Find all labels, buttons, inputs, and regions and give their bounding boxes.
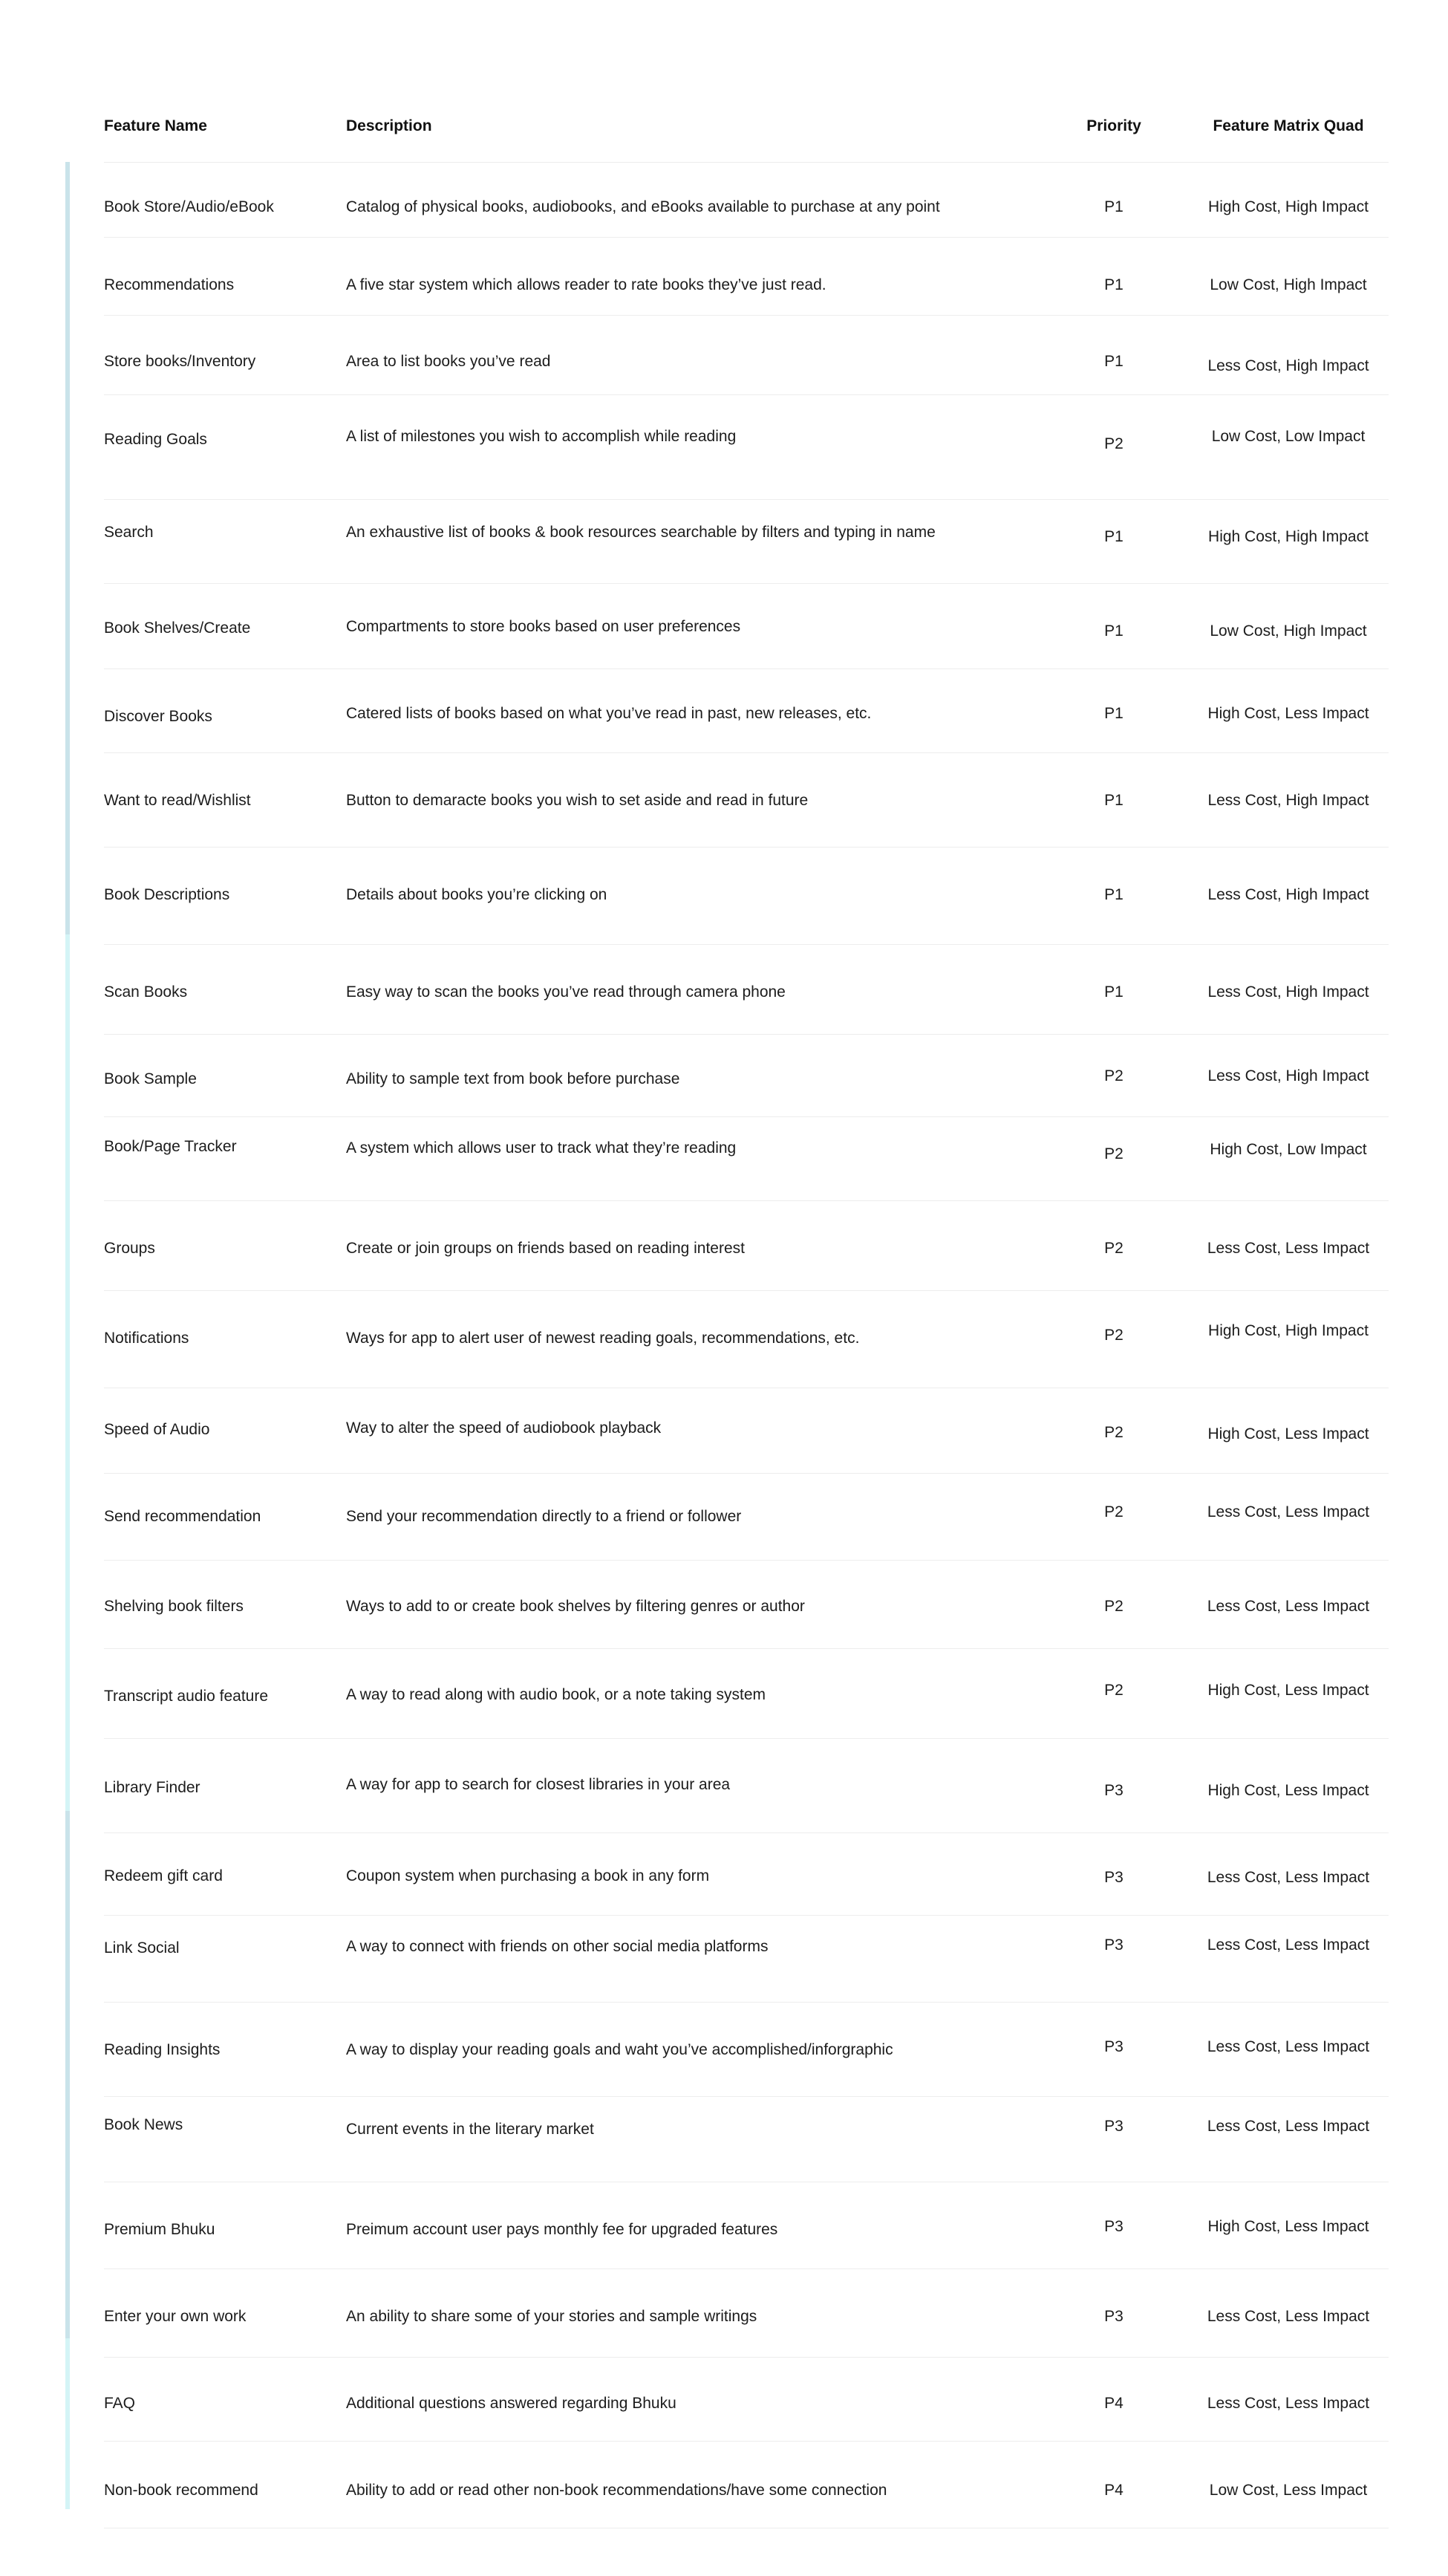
priority-cell: P2 — [1104, 1145, 1123, 1162]
table-row — [104, 238, 1389, 316]
description-cell: Area to list books you’ve read — [346, 353, 551, 370]
priority-cell: P3 — [1104, 2218, 1123, 2235]
description-cell: Create or join groups on friends based on reading interest — [346, 1240, 745, 1257]
feature-matrix-quad-cell: Less Cost, Less Impact — [1207, 2308, 1370, 2325]
feature-name-cell: Enter your own work — [104, 2308, 247, 2325]
table-row — [104, 163, 1389, 238]
feature-name-cell: Transcript audio feature — [104, 1688, 269, 1705]
feature-matrix-quad-cell: Less Cost, Less Impact — [1207, 1936, 1370, 1954]
feature-name-cell: Store books/Inventory — [104, 353, 256, 370]
description-cell: Compartments to store books based on user preferences — [346, 618, 741, 635]
feature-name-cell: Recommendations — [104, 276, 235, 293]
priority-cell: P3 — [1104, 1869, 1123, 1886]
priority-cell: P3 — [1104, 1782, 1123, 1799]
feature-name-cell: Library Finder — [104, 1779, 200, 1796]
feature-matrix-quad-cell: Less Cost, Less Impact — [1207, 2038, 1370, 2055]
feature-matrix-quad-cell: Less Cost, High Impact — [1207, 1067, 1369, 1084]
feature-name-cell: Reading Goals — [104, 431, 207, 448]
priority-cell: P1 — [1104, 886, 1123, 903]
description-cell: Additional questions answered regarding Bhuku — [346, 2395, 676, 2412]
priority-cell: P2 — [1104, 1682, 1123, 1699]
table-row — [104, 395, 1389, 500]
description-cell: Button to demaracte books you wish to set aside and read in future — [346, 792, 809, 809]
description-cell: A way to display your reading goals and waht you’ve accomplished/inforgraphic — [346, 2041, 893, 2058]
priority-cell: P3 — [1104, 1936, 1123, 1954]
feature-matrix-quad-cell: Low Cost, High Impact — [1210, 276, 1367, 293]
table-row — [104, 1201, 1389, 1291]
table-row — [104, 500, 1389, 584]
description-cell: Ability to sample text from book before purchase — [346, 1070, 680, 1087]
feature-name-cell: Link Social — [104, 1939, 180, 1957]
row-group-accent-bar — [65, 162, 70, 934]
row-group-accent-bar — [65, 2338, 70, 2509]
priority-cell: P1 — [1104, 622, 1123, 640]
priority-cell: P2 — [1104, 435, 1123, 452]
table-row — [104, 316, 1389, 395]
feature-name-cell: Groups — [104, 1240, 155, 1257]
header-feature-matrix-quad: Feature Matrix Quad — [1213, 117, 1364, 134]
row-group-accent-bar — [65, 1811, 70, 2338]
table-row — [104, 1474, 1389, 1561]
feature-matrix-quad-cell: Less Cost, Less Impact — [1207, 1503, 1370, 1520]
description-cell: Catalog of physical books, audiobooks, and eBooks available to purchase at any point — [346, 198, 940, 215]
feature-matrix-quad-cell: Less Cost, High Impact — [1207, 792, 1369, 809]
feature-matrix-quad-cell: Less Cost, Less Impact — [1207, 2395, 1370, 2412]
table-row — [104, 2269, 1389, 2358]
feature-matrix-quad-cell: Less Cost, Less Impact — [1207, 1869, 1370, 1886]
description-cell: An exhaustive list of books & book resources searchable by filters and typing in name — [346, 524, 936, 541]
table-header — [104, 104, 1389, 163]
table-row — [104, 2442, 1389, 2528]
priority-cell: P2 — [1104, 1598, 1123, 1615]
priority-cell: P2 — [1104, 1503, 1123, 1520]
feature-name-cell: Shelving book filters — [104, 1598, 244, 1615]
table-row — [104, 2097, 1389, 2182]
priority-cell: P1 — [1104, 705, 1123, 722]
description-cell: Ways for app to alert user of newest reading goals, recommendations, etc. — [346, 1330, 860, 1347]
feature-name-cell: Reading Insights — [104, 2041, 221, 2058]
feature-name-cell: Notifications — [104, 1330, 189, 1347]
table-row — [104, 1035, 1389, 1117]
feature-matrix-quad-cell: Less Cost, High Impact — [1207, 886, 1369, 903]
table-body — [104, 163, 1389, 2528]
feature-name-cell: Send recommendation — [104, 1508, 261, 1525]
description-cell: A list of milestones you wish to accomplish while reading — [346, 428, 737, 445]
feature-matrix-quad-cell: High Cost, Less Impact — [1207, 1682, 1369, 1699]
feature-matrix-quad-cell: High Cost, High Impact — [1208, 528, 1369, 545]
table-row — [104, 584, 1389, 669]
table-row — [104, 2003, 1389, 2097]
feature-matrix-quad-cell: Less Cost, Less Impact — [1207, 2118, 1370, 2135]
table-row — [104, 848, 1389, 945]
priority-cell: P1 — [1104, 198, 1123, 215]
priority-cell: P4 — [1104, 2395, 1123, 2412]
feature-matrix-quad-cell: Less Cost, Less Impact — [1207, 1240, 1370, 1257]
feature-name-cell: Book/Page Tracker — [104, 1138, 237, 1155]
header-feature-name: Feature Name — [104, 117, 207, 134]
priority-cell: P1 — [1104, 276, 1123, 293]
header-description: Description — [346, 117, 432, 134]
description-cell: Preimum account user pays monthly fee for upgraded features — [346, 2221, 778, 2238]
feature-matrix-quad-cell: Low Cost, High Impact — [1210, 622, 1367, 640]
description-cell: A system which allows user to track what they’re reading — [346, 1139, 737, 1157]
feature-name-cell: Speed of Audio — [104, 1421, 210, 1438]
priority-cell: P2 — [1104, 1240, 1123, 1257]
table-row — [104, 945, 1389, 1035]
priority-cell: P1 — [1104, 983, 1123, 1001]
feature-name-cell: Book News — [104, 2116, 183, 2133]
priority-cell: P2 — [1104, 1327, 1123, 1344]
feature-matrix-quad-cell: High Cost, Less Impact — [1207, 1425, 1369, 1443]
priority-cell: P1 — [1104, 528, 1123, 545]
description-cell: Ways to add to or create book shelves by filtering genres or author — [346, 1598, 805, 1615]
description-cell: Coupon system when purchasing a book in any form — [346, 1867, 710, 1884]
feature-matrix-quad-cell: High Cost, High Impact — [1208, 198, 1369, 215]
table-row — [104, 1117, 1389, 1201]
feature-matrix-quad-cell: High Cost, Less Impact — [1207, 2218, 1369, 2235]
table-row — [104, 1291, 1389, 1388]
feature-name-cell: Book Descriptions — [104, 886, 230, 903]
feature-name-cell: Book Store/Audio/eBook — [104, 198, 274, 215]
feature-matrix-quad-cell: Less Cost, Less Impact — [1207, 1598, 1370, 1615]
table-row — [104, 1388, 1389, 1474]
description-cell: Easy way to scan the books you’ve read through camera phone — [346, 983, 786, 1001]
feature-table — [104, 104, 1389, 2528]
priority-cell: P2 — [1104, 1424, 1123, 1441]
feature-matrix-quad-cell: Low Cost, Less Impact — [1209, 2482, 1368, 2499]
feature-matrix-quad-cell: Low Cost, Low Impact — [1211, 428, 1366, 445]
row-group-accent-bar — [65, 934, 70, 1811]
feature-name-cell: Scan Books — [104, 983, 188, 1001]
table-row — [104, 1649, 1389, 1739]
feature-name-cell: Premium Bhuku — [104, 2221, 215, 2238]
priority-cell: P3 — [1104, 2038, 1123, 2055]
table-row — [104, 1916, 1389, 2003]
table-row — [104, 1561, 1389, 1649]
feature-name-cell: FAQ — [104, 2395, 136, 2412]
feature-matrix-quad-cell: High Cost, Low Impact — [1210, 1141, 1367, 1158]
priority-cell: P3 — [1104, 2308, 1123, 2325]
feature-name-cell: Book Shelves/Create — [104, 619, 251, 637]
table-row — [104, 753, 1389, 848]
description-cell: Current events in the literary market — [346, 2121, 594, 2138]
priority-cell: P2 — [1104, 1067, 1123, 1084]
feature-matrix-quad-cell: Less Cost, High Impact — [1207, 983, 1369, 1001]
description-cell: Catered lists of books based on what you’ve read in past, new releases, etc. — [346, 705, 872, 722]
priority-cell: P3 — [1104, 2118, 1123, 2135]
description-cell: Way to alter the speed of audiobook playback — [346, 1419, 662, 1437]
priority-cell: P1 — [1104, 792, 1123, 809]
description-cell: A way to connect with friends on other social media platforms — [346, 1938, 769, 1955]
header-priority: Priority — [1086, 117, 1141, 134]
feature-matrix-quad-cell: High Cost, Less Impact — [1207, 1782, 1369, 1799]
feature-name-cell: Want to read/Wishlist — [104, 792, 251, 809]
feature-matrix-quad-cell: High Cost, Less Impact — [1207, 705, 1369, 722]
feature-matrix-quad-cell: Less Cost, High Impact — [1207, 357, 1369, 374]
description-cell: A way to read along with audio book, or a note taking system — [346, 1686, 766, 1703]
feature-name-cell: Non-book recommend — [104, 2482, 258, 2499]
feature-matrix-quad-cell: High Cost, High Impact — [1208, 1322, 1369, 1339]
feature-name-cell: Search — [104, 524, 154, 541]
table-row — [104, 2358, 1389, 2442]
feature-name-cell: Discover Books — [104, 708, 212, 725]
description-cell: Ability to add or read other non-book recommendations/have some connection — [346, 2482, 887, 2499]
feature-name-cell: Book Sample — [104, 1070, 197, 1087]
table-row — [104, 669, 1389, 753]
priority-cell: P1 — [1104, 353, 1123, 370]
description-cell: A way for app to search for closest libraries in your area — [346, 1776, 731, 1793]
description-cell: A five star system which allows reader to rate books they’ve just read. — [346, 276, 826, 293]
description-cell: Details about books you’re clicking on — [346, 886, 607, 903]
table-row — [104, 1833, 1389, 1916]
table-row — [104, 1739, 1389, 1833]
description-cell: An ability to share some of your stories and sample writings — [346, 2308, 757, 2325]
table-row — [104, 2182, 1389, 2269]
description-cell: Send your recommendation directly to a friend or follower — [346, 1508, 742, 1525]
priority-cell: P4 — [1104, 2482, 1123, 2499]
feature-name-cell: Redeem gift card — [104, 1867, 223, 1884]
